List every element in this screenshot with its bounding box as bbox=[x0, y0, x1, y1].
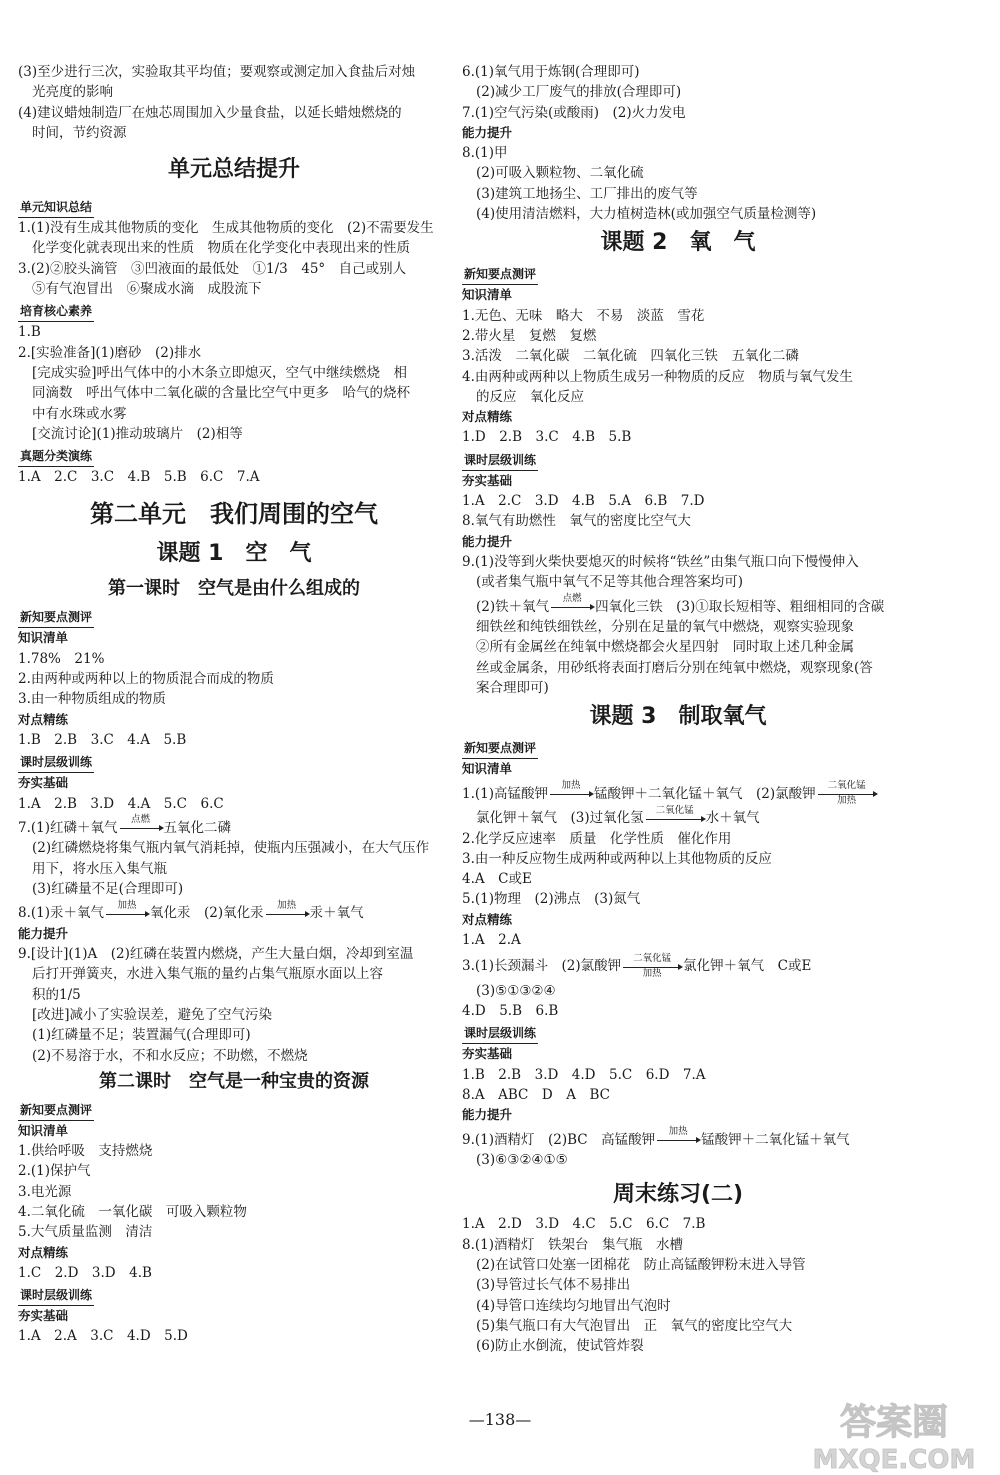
lesson-title: 课题 1 空 气 bbox=[156, 541, 312, 567]
answer-line: 1.A 2.B 3.D 4.A 5.C 6.C bbox=[18, 795, 224, 812]
text-line: 8.(1)酒精灯 铁架台 集气瓶 水槽 bbox=[462, 1236, 684, 1253]
subsection-title: 知识清单 bbox=[462, 761, 513, 777]
reaction-arrow bbox=[816, 780, 878, 807]
subsection-title: 夯实基础 bbox=[462, 472, 513, 488]
text-fragment: 3.(1)长颈漏斗 (2)氯酸钾 bbox=[462, 958, 622, 975]
text-line: (6)防止水倒流，使试管炸裂 bbox=[476, 1338, 644, 1355]
section-tag: 真题分类演练 bbox=[18, 446, 94, 467]
text-line: 8.A ABC D A BC bbox=[462, 1086, 610, 1103]
reaction-condition: 加热 bbox=[561, 780, 581, 792]
text-line: (2)在试管口处塞一团棉花 防止高锰酸钾粉末进入导管 bbox=[476, 1256, 806, 1273]
text-line: 8.(1)甲 bbox=[462, 145, 508, 162]
text-line: 2.化学反应速率 质量 化学性质 催化作用 bbox=[462, 830, 732, 847]
text-line: ②所有金属丝在纯氧中燃烧都会火星四射 同时取上述几种金属 bbox=[476, 639, 854, 656]
text-line: (2)不易溶于水，不和水反应；不助燃，不燃烧 bbox=[32, 1047, 308, 1064]
text-line: (3)导管过长气体不易排出 bbox=[476, 1277, 631, 1294]
reaction-condition: 加热 bbox=[642, 967, 662, 979]
reaction-condition: 加热 bbox=[837, 795, 857, 807]
section-tag: 新知要点测评 bbox=[462, 738, 538, 759]
reaction-arrow bbox=[104, 899, 150, 924]
subsection-title: 对点精练 bbox=[462, 911, 513, 927]
reaction-condition: 加热 bbox=[668, 1126, 688, 1138]
text-line: 5.大气质量监测 清洁 bbox=[18, 1224, 153, 1241]
answer-line: 1.A 2.A 3.C 4.D 5.D bbox=[18, 1328, 188, 1345]
text-line: (3)至少进行三次，实验取其平均值；要观察或测定加入食盐后对烛 bbox=[18, 64, 416, 80]
reaction-arrow bbox=[264, 899, 310, 924]
text-line: (2)减少工厂废气的排放(合理即可) bbox=[476, 84, 682, 101]
text-line: 1.B bbox=[18, 324, 41, 341]
text-line: [改进]减小了实验误差，避免了空气污染 bbox=[32, 1006, 273, 1023]
reaction-arrow bbox=[621, 952, 683, 979]
text-line: 细铁丝和纯铁细铁丝，分别在足量的氧气中燃烧，观察实验现象 bbox=[476, 619, 854, 636]
period-title: 第一课时 空气是由什么组成的 bbox=[108, 578, 360, 600]
answer-line: 1.B 2.B 3.D 4.D 5.C 6.D 7.A bbox=[462, 1066, 706, 1083]
equation-line bbox=[18, 814, 450, 839]
text-line: 2.带火星 复燃 复燃 bbox=[462, 327, 597, 344]
reaction-condition: 点燃 bbox=[562, 593, 582, 605]
text-line: 光亮度的影响 bbox=[32, 84, 113, 101]
text-line: (2)可吸入颗粒物、二氧化硫 bbox=[476, 165, 644, 182]
text-line: (4)使用清洁燃料，大力植树造林(或加强空气质量检测等) bbox=[476, 206, 817, 223]
text-line: 后打开弹簧夹，水进入集气瓶的量约占集气瓶原水面以上容 bbox=[32, 966, 383, 983]
equation-line bbox=[462, 952, 894, 979]
equation-line bbox=[18, 899, 450, 924]
text-line: 化学变化就表现出来的性质 物质在化学变化中表现出来的性质 bbox=[32, 240, 410, 257]
text-line: 2.由两种或两种以上的物质混合而成的物质 bbox=[18, 671, 274, 688]
text-fragment: 氧化汞 (2)氧化汞 bbox=[150, 905, 264, 922]
text-line: ⑤有气泡冒出 ⑥聚成水滴 成股流下 bbox=[32, 281, 262, 298]
section-title: 周末练习(二) bbox=[612, 1182, 744, 1208]
text-line: 积的1/5 bbox=[32, 986, 81, 1003]
text-line: 丝或金属条，用砂纸将表面打磨后分别在纯氧中燃烧，观察现象(答 bbox=[476, 659, 873, 676]
text-line: 4.二氧化硫 一氧化碳 可吸入颗粒物 bbox=[18, 1203, 247, 1220]
section-tag: 新知要点测评 bbox=[18, 1100, 94, 1121]
text-fragment: 汞＋氧气 bbox=[309, 905, 364, 922]
answer-line: 1.B 2.B 3.C 4.A 5.B bbox=[18, 731, 187, 748]
text-fragment: 氯化钾＋氧气 C或E bbox=[683, 958, 812, 975]
reaction-arrow bbox=[549, 593, 595, 617]
answer-line: 1.A 2.D 3.D 4.C 5.C 6.C 7.B bbox=[462, 1216, 706, 1233]
equation-line bbox=[462, 593, 894, 618]
text-fragment: 水＋氧气 bbox=[705, 810, 760, 827]
period-title: 第二课时 空气是一种宝贵的资源 bbox=[99, 1070, 369, 1092]
subsection-title: 对点精练 bbox=[18, 1244, 69, 1260]
answer-line: 1.D 2.B 3.C 4.B 5.B bbox=[462, 429, 632, 446]
section-tag: 课时层级训练 bbox=[18, 1285, 94, 1306]
subsection-title: 对点精练 bbox=[18, 711, 69, 727]
subsection-title: 能力提升 bbox=[462, 1107, 513, 1123]
subsection-title: 能力提升 bbox=[462, 124, 513, 140]
answer-line: 1.C 2.D 3.D 4.B bbox=[18, 1264, 152, 1281]
text-line: 4.由两种或两种以上物质生成另一种物质的反应 物质与氧气发生 bbox=[462, 368, 853, 385]
reaction-condition: 二氧化锰 bbox=[633, 952, 672, 964]
watermark-url-text: MXQE.COM bbox=[812, 1445, 976, 1474]
subsection-title: 能力提升 bbox=[462, 533, 513, 549]
text-line: (1)红磷量不足；装置漏气(合理即可) bbox=[32, 1027, 251, 1044]
reaction-arrow bbox=[548, 780, 594, 804]
text-line: 6.(1)氧气用于炼钢(合理即可) bbox=[462, 64, 640, 80]
text-line: 2.(1)保护气 bbox=[18, 1163, 91, 1180]
text-line: (4)建议蜡烛制造厂在烛芯周围加入少量食盐，以延长蜡烛燃烧的 bbox=[18, 104, 402, 121]
text-line: 的反应 氧化反应 bbox=[476, 388, 584, 405]
text-line: 2.[实验准备](1)磨砂 (2)排水 bbox=[18, 344, 202, 361]
text-line: 9.(1)没等到火柴快要熄灭的时候将“铁丝”由集气瓶口向下慢慢伸入 bbox=[462, 553, 859, 570]
text-line: (5)集气瓶口有大气泡冒出 正 氧气的密度比空气大 bbox=[476, 1317, 793, 1334]
text-line: 5.(1)物理 (2)沸点 (3)氮气 bbox=[462, 891, 641, 908]
text-fragment: 7.(1)红磷＋氧气 bbox=[18, 819, 118, 836]
subsection-title: 知识清单 bbox=[462, 287, 513, 303]
text-line: 3.活泼 二氧化碳 二氧化硫 四氧化三铁 五氧化二磷 bbox=[462, 348, 799, 365]
subsection-title: 知识清单 bbox=[18, 630, 69, 646]
equation-line bbox=[462, 1126, 894, 1151]
reaction-arrow bbox=[655, 1126, 701, 1150]
reaction-condition: 加热 bbox=[277, 899, 297, 911]
text-fragment: (2)铁＋氧气 bbox=[476, 598, 550, 615]
text-line: 3.电光源 bbox=[18, 1183, 72, 1200]
reaction-condition: 加热 bbox=[117, 899, 137, 911]
subsection-title: 知识清单 bbox=[18, 1122, 69, 1138]
text-line: (3)⑥③②④①⑤ bbox=[476, 1152, 568, 1169]
equation-line bbox=[462, 804, 894, 829]
text-line: 8.氧气有助燃性 氧气的密度比空气大 bbox=[462, 513, 691, 530]
section-tag: 培育核心素养 bbox=[18, 301, 94, 322]
text-line: 案合理即可) bbox=[476, 679, 549, 696]
text-fragment: 1.(1)高锰酸钾 bbox=[462, 785, 549, 802]
left-column bbox=[18, 62, 450, 1347]
text-line: 1.78% 21% bbox=[18, 650, 105, 667]
text-line: 7.(1)空气污染(或酸雨) (2)火力发电 bbox=[462, 104, 686, 121]
answer-line: 1.A 2.C 3.C 4.B 5.B 6.C 7.A bbox=[18, 469, 260, 486]
section-tag: 新知要点测评 bbox=[18, 607, 94, 628]
subsection-title: 夯实基础 bbox=[18, 775, 69, 791]
subsection-title: 能力提升 bbox=[18, 925, 69, 941]
section-tag: 课时层级训练 bbox=[462, 450, 538, 471]
unit-title: 第二单元 我们周围的空气 bbox=[90, 500, 378, 529]
text-line: (3)红磷量不足(合理即可) bbox=[32, 880, 184, 897]
section-tag: 新知要点测评 bbox=[462, 264, 538, 285]
right-column bbox=[462, 62, 894, 1356]
text-line: 3.(2)②胶头滴管 ③凹液面的最低处 ①1/3 45° 自己或别人 bbox=[18, 260, 407, 277]
watermark-logo-text: 答案圈 bbox=[839, 1402, 949, 1443]
text-fragment: 锰酸钾＋二氧化锰＋氧气 (2)氯酸钾 bbox=[594, 785, 816, 802]
text-line: 中有水珠或水雾 bbox=[32, 405, 127, 422]
answer-line: 1.A 2.C 3.D 4.B 5.A 6.B 7.D bbox=[462, 493, 705, 510]
text-line: 4.A C或E bbox=[462, 871, 532, 888]
reaction-condition: 二氧化锰 bbox=[655, 804, 694, 816]
text-fragment: 氯化钾＋氧气 (3)过氧化氢 bbox=[476, 810, 644, 827]
text-line: 同滴数 呼出气体中二氧化碳的含量比空气中更多 哈气的烧杯 bbox=[32, 385, 410, 402]
subsection-title: 对点精练 bbox=[462, 409, 513, 425]
subsection-title: 夯实基础 bbox=[462, 1046, 513, 1062]
equation-line bbox=[462, 780, 894, 807]
text-line: 1.无色、无味 略大 不易 淡蓝 雪花 bbox=[462, 307, 705, 324]
answer-line: 1.A 2.A bbox=[462, 932, 521, 948]
answer-line: 4.D 5.B 6.B bbox=[462, 1003, 559, 1020]
text-fragment: 9.(1)酒精灯 (2)BC 高锰酸钾 bbox=[462, 1131, 656, 1148]
text-line: (4)导管口连续均匀地冒出气泡时 bbox=[476, 1297, 671, 1314]
text-line: 3.由一种反应物生成两种或两种以上其他物质的反应 bbox=[462, 850, 772, 867]
watermark-logo bbox=[794, 1392, 994, 1474]
text-line: (3)⑤①③②④ bbox=[476, 982, 556, 999]
text-line: (或者集气瓶中氧气不足等其他合理答案均可) bbox=[476, 574, 744, 591]
reaction-arrow bbox=[644, 804, 706, 829]
reaction-condition: 点燃 bbox=[131, 814, 151, 826]
text-line: 1.供给呼吸 支持燃烧 bbox=[18, 1143, 153, 1160]
text-line: [交流讨论](1)推动玻璃片 (2)相等 bbox=[32, 425, 243, 442]
subsection-title: 夯实基础 bbox=[18, 1308, 69, 1324]
text-fragment: 五氧化二磷 bbox=[163, 819, 232, 836]
section-tag: 单元知识总结 bbox=[18, 197, 94, 218]
text-fragment: 锰酸钾＋二氧化锰＋氧气 bbox=[701, 1131, 850, 1148]
text-line: 1.(1)没有生成其他物质的变化 生成其他物质的变化 (2)不需要发生 bbox=[18, 220, 434, 237]
lesson-title: 课题 3 制取氧气 bbox=[589, 704, 767, 730]
text-line: 时间，节约资源 bbox=[32, 124, 127, 141]
page-number: —138— bbox=[468, 1410, 532, 1429]
text-line: (2)红磷燃烧将集气瓶内氧气消耗掉，使瓶内压强减小，在大气压作 bbox=[32, 840, 430, 857]
text-line: 9.[设计](1)A (2)红磷在装置内燃烧，产生大量白烟，冷却到室温 bbox=[18, 946, 414, 963]
text-fragment: 8.(1)汞＋氧气 bbox=[18, 905, 105, 922]
lesson-title: 课题 2 氧 气 bbox=[600, 230, 756, 256]
section-title: 单元总结提升 bbox=[167, 157, 300, 183]
reaction-arrow bbox=[118, 814, 164, 838]
text-line: 3.由一种物质组成的物质 bbox=[18, 691, 166, 708]
text-line: 用下，将水压入集气瓶 bbox=[32, 860, 167, 877]
section-tag: 课时层级训练 bbox=[462, 1023, 538, 1044]
text-fragment: 四氧化三铁 (3)①取长短相等、粗细相同的含碳 bbox=[595, 598, 885, 615]
section-tag: 课时层级训练 bbox=[18, 752, 94, 773]
text-line: (3)建筑工地扬尘、工厂排出的废气等 bbox=[476, 185, 698, 202]
text-line: [完成实验]呼出气体中的小木条立即熄灭，空气中继续燃烧 相 bbox=[32, 364, 408, 381]
reaction-condition: 二氧化锰 bbox=[827, 780, 866, 792]
